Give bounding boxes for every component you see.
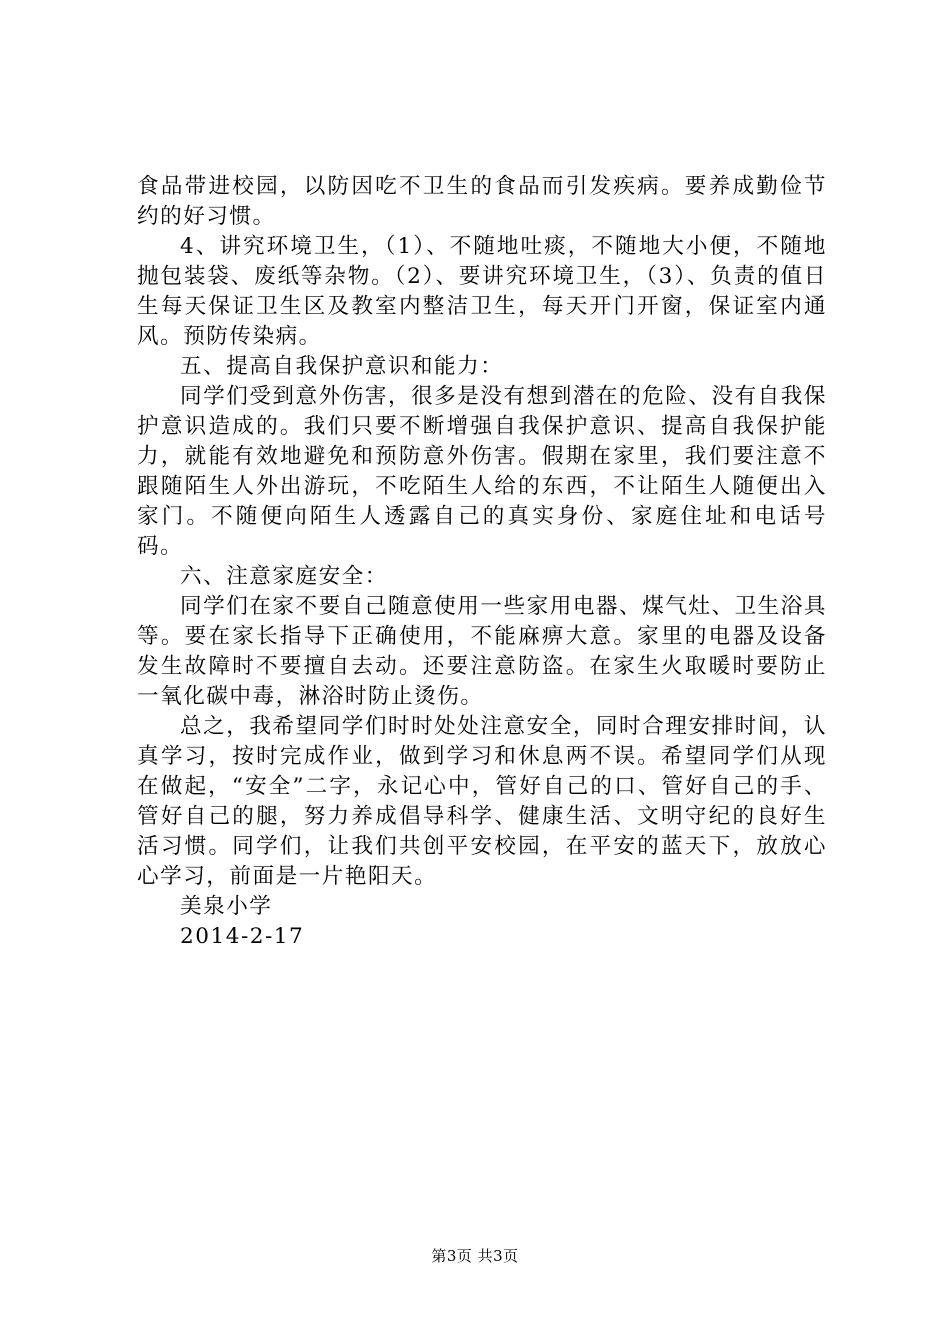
section-heading-home-safety: 六、注意家庭安全： xyxy=(180,564,388,589)
signature-date: 2014-2-17 xyxy=(180,924,305,949)
paragraph-continuation: 食品带进校园，以防因吃不卫生的食品而引发疾病。要养成勤俭节约的好习惯。 xyxy=(137,174,827,229)
paragraph-conclusion: 总之，我希望同学们时时处处注意安全，同时合理安排时间，认真学习，按时完成作业，做到学习和休息两不误。希望同学们从现在做起，“安全”二字，永记心中，管好自己的口、管好自己的手、管好自己的腿，努力养成倡导科学、健康生活、文明守纪的良好生活习惯。同学们，让我们共创平安校园，在平安的蓝天下，放放心心学习，前面是一片艳阳天。 xyxy=(137,714,827,889)
page-number: 第3页 共3页 xyxy=(431,1247,519,1265)
paragraph-self-protection: 同学们受到意外伤害，很多是没有想到潜在的危险、没有自我保护意识造成的。我们只要不断增强自我保护意识、提高自我保护能力，就能有效地避免和预防意外伤害。假期在家里，我们要注意不跟随陌生人外出游玩，不吃陌生人给的东西，不让陌生人随便出入家门。不随便向陌生人透露自己的真实身份、家庭住址和电话号码。 xyxy=(137,384,827,559)
section-heading-self-protection: 五、提高自我保护意识和能力： xyxy=(180,354,504,379)
document-body xyxy=(137,172,827,952)
paragraph-home-safety: 同学们在家不要自己随意使用一些家用电器、煤气灶、卫生浴具等。要在家长指导下正确使用，不能麻痹大意。家里的电器及设备发生故障时不要擅自去动。还要注意防盗。在家生火取暖时要防止一氧化碳中毒，淋浴时防止烫伤。 xyxy=(137,594,827,709)
page-footer xyxy=(0,1245,950,1266)
signature-school: 美泉小学 xyxy=(180,894,273,919)
paragraph-environment-hygiene: 4、讲究环境卫生，（1）、不随地吐痰，不随地大小便，不随地抛包装袋、废纸等杂物。（2）、要讲究环境卫生，（3）、负责的值日生每天保证卫生区及教室内整洁卫生，每天开门开窗，保证室内通风。预防传染病。 xyxy=(137,234,827,349)
